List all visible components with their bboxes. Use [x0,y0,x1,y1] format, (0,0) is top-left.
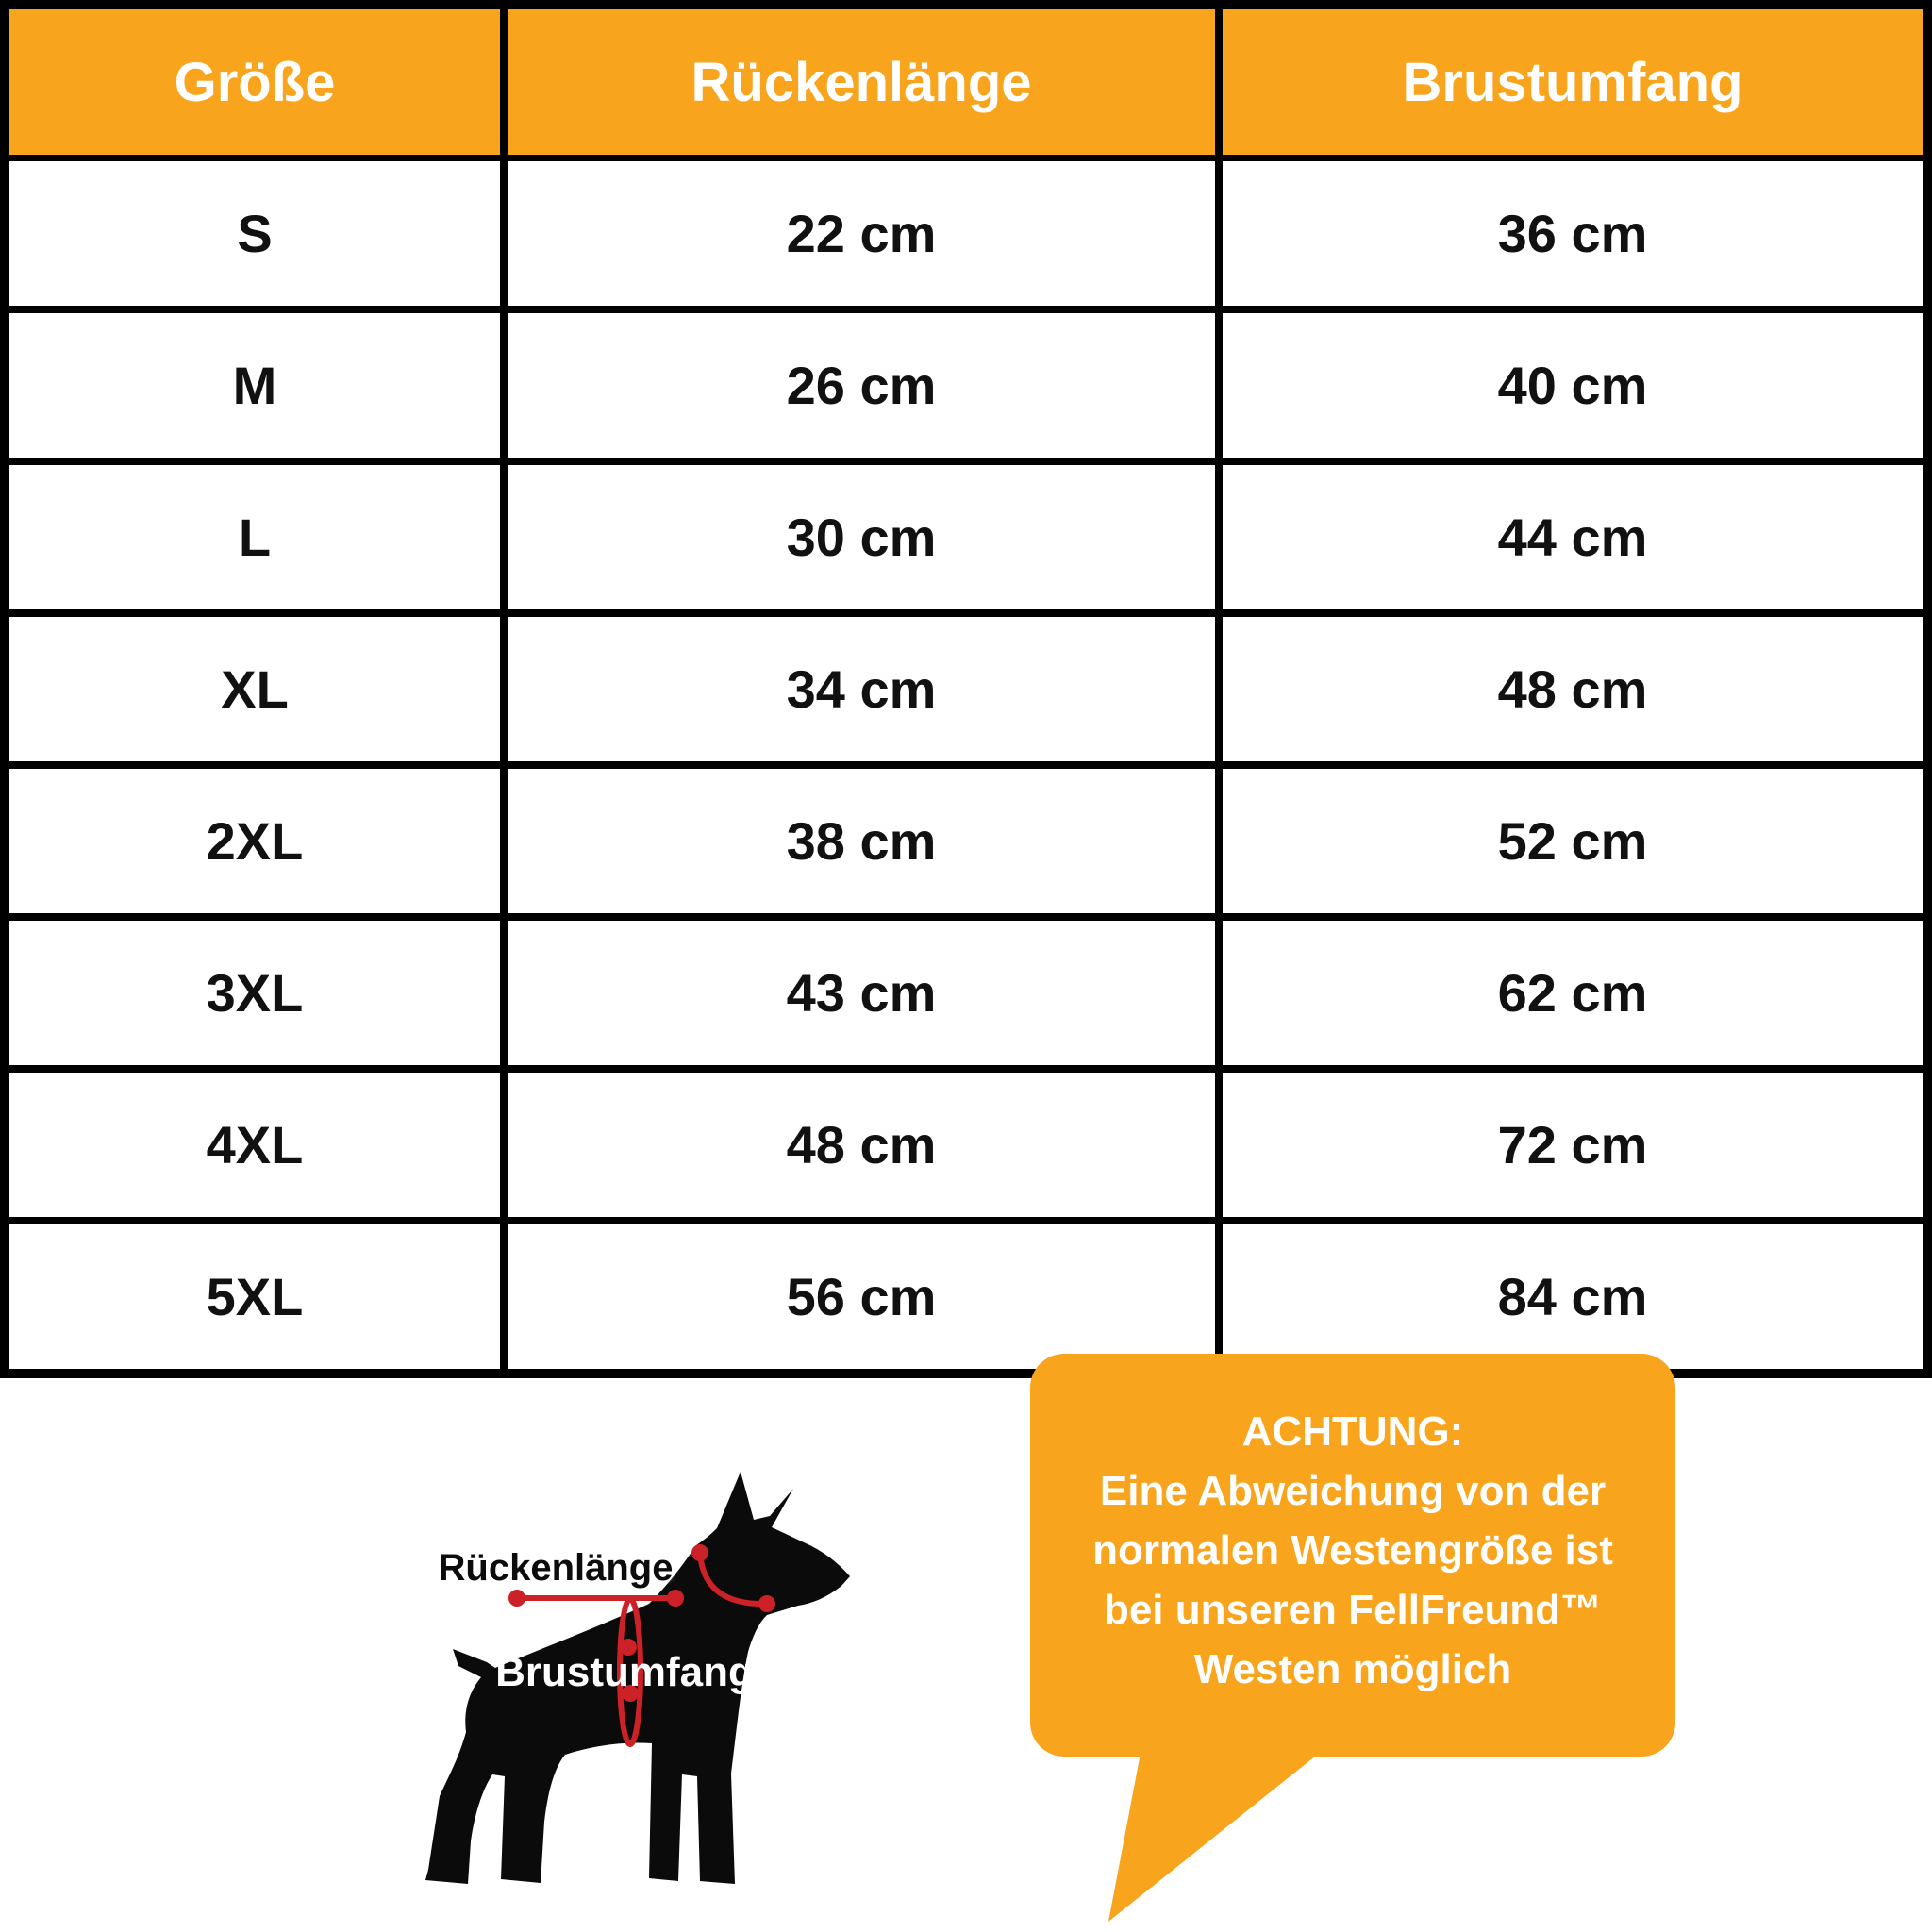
table-cell-chest: 72 cm [1223,1073,1923,1217]
table-cell-size: XL [9,617,500,761]
table-cell-back: 38 cm [508,769,1215,913]
table-cell-size: M [9,313,500,458]
column-header-chest: Brustumfang [1223,9,1923,155]
table-cell-back: 30 cm [508,465,1215,609]
table-cell-chest: 40 cm [1223,313,1923,458]
callout-line: bei unseren FellFreund™ [1103,1587,1603,1633]
dog-measurement-diagram [377,1462,887,1932]
table-cell-size: 2XL [9,769,500,913]
callout-line: ACHTUNG: [1241,1408,1464,1455]
back-length-label: Rückenlänge [438,1547,674,1589]
attention-speech-bubble [1030,1354,1675,1757]
table-cell-size: 4XL [9,1073,500,1217]
table-cell-back: 43 cm [508,921,1215,1065]
callout-line: normalen Westengröße ist [1092,1527,1613,1574]
table-cell-back: 56 cm [508,1224,1215,1369]
column-header-back: Rückenlänge [508,9,1215,155]
table-cell-chest: 62 cm [1223,921,1923,1065]
table-cell-chest: 84 cm [1223,1224,1923,1369]
table-cell-back: 22 cm [508,161,1215,306]
table-cell-size: S [9,161,500,306]
chest-girth-label: Brustumfang [495,1649,754,1695]
callout-line: Westen möglich [1193,1646,1512,1692]
speech-bubble-tail [1066,1740,1349,1932]
table-cell-size: 3XL [9,921,500,1065]
table-cell-back: 48 cm [508,1073,1215,1217]
table-cell-back: 34 cm [508,617,1215,761]
callout-line: Eine Abweichung von der [1099,1468,1607,1514]
table-cell-chest: 48 cm [1223,617,1923,761]
table-cell-chest: 52 cm [1223,769,1923,913]
table-cell-chest: 36 cm [1223,161,1923,306]
table-cell-chest: 44 cm [1223,465,1923,609]
table-cell-back: 26 cm [508,313,1215,458]
table-cell-size: 5XL [9,1224,500,1369]
column-header-size: Größe [9,9,500,155]
doberman-silhouette-icon [377,1462,887,1932]
table-cell-size: L [9,465,500,609]
